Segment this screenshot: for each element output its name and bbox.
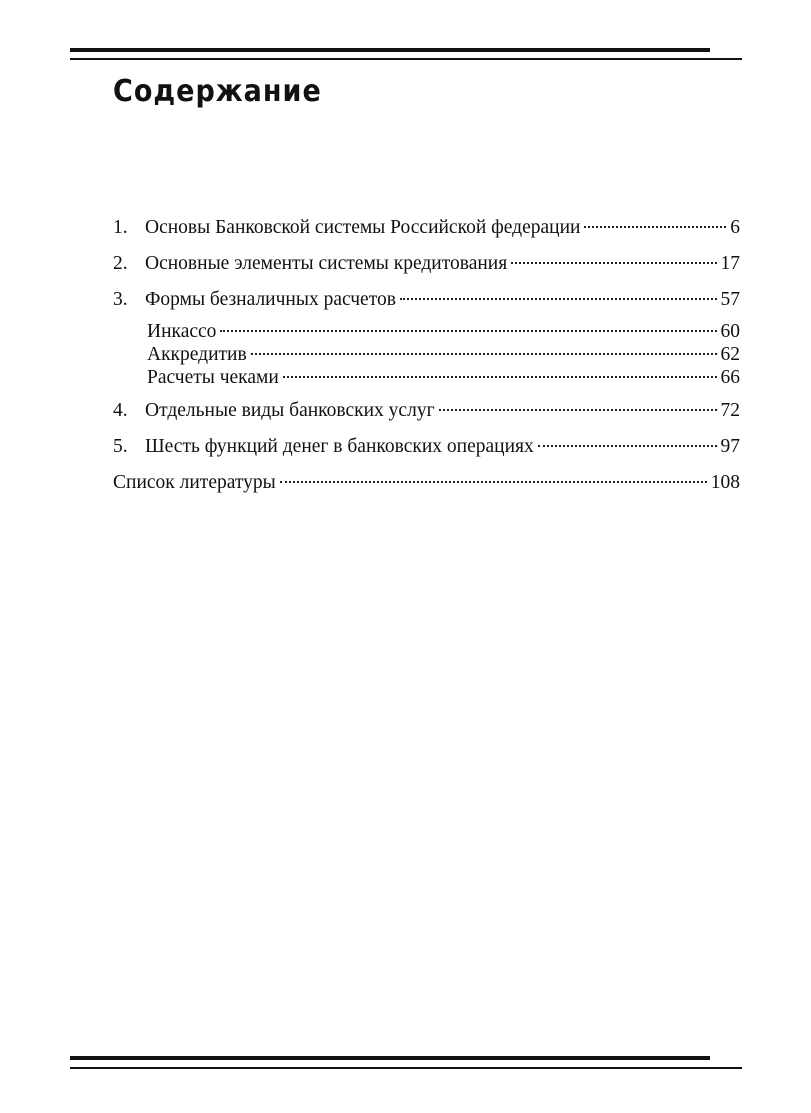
toc-entry-bibliography[interactable]: [113, 469, 740, 497]
toc-subentry-page: 60: [720, 321, 740, 342]
toc-entry-1[interactable]: [113, 214, 740, 242]
toc-entry-title: Основы Банковской системы Российской федерации: [145, 217, 581, 238]
dot-leader: [251, 353, 717, 355]
top-rule-thin: [70, 58, 742, 60]
dot-leader: [538, 445, 717, 447]
toc-subentry-title: Расчеты чеками: [147, 367, 279, 388]
toc-entry-4[interactable]: [113, 397, 740, 425]
toc-entry-3[interactable]: [113, 286, 740, 314]
page-title: Содержание: [113, 74, 322, 109]
dot-leader: [584, 226, 726, 228]
toc-entry-number: 2.: [113, 253, 128, 274]
toc-entry-page: 72: [720, 400, 740, 421]
toc-entry-2[interactable]: [113, 250, 740, 278]
table-of-contents: [113, 214, 740, 497]
toc-subentry-page: 62: [720, 344, 740, 365]
dot-leader: [280, 481, 707, 483]
toc-entry-title: Список литературы: [113, 472, 276, 493]
toc-entry-title: Шесть функций денег в банковских операциях: [145, 436, 534, 457]
toc-entry-page: 17: [720, 253, 740, 274]
toc-subentry-akkreditiv[interactable]: [113, 343, 740, 366]
toc-subentry-page: 66: [720, 367, 740, 388]
toc-entry-page: 108: [710, 472, 740, 493]
dot-leader: [400, 298, 717, 300]
dot-leader: [283, 376, 717, 378]
toc-entry-title: Основные элементы системы кредитования: [145, 253, 508, 274]
bottom-rule-thin: [70, 1067, 742, 1069]
dot-leader: [439, 409, 717, 411]
toc-entry-number: 4.: [113, 400, 128, 421]
toc-subentry-raschety-chekami[interactable]: [113, 366, 740, 389]
toc-entry-page: 6: [730, 217, 740, 238]
toc-entry-title: Формы безналичных расчетов: [145, 289, 396, 310]
dot-leader: [511, 262, 716, 264]
toc-entry-page: 97: [720, 436, 740, 457]
toc-entry-number: 1.: [113, 217, 128, 238]
toc-entry-number: 3.: [113, 289, 128, 310]
toc-entry-page: 57: [720, 289, 740, 310]
bottom-rule-thick: [70, 1056, 710, 1060]
dot-leader: [220, 330, 716, 332]
toc-entry-title: Отдельные виды банковских услуг: [145, 400, 435, 421]
toc-entry-number: 5.: [113, 436, 128, 457]
toc-subentry-title: Инкассо: [147, 321, 217, 342]
toc-entry-5[interactable]: [113, 433, 740, 461]
toc-subentry-inkasso[interactable]: [113, 320, 740, 343]
toc-subentry-title: Аккредитив: [147, 344, 247, 365]
top-rule-thick: [70, 48, 710, 52]
